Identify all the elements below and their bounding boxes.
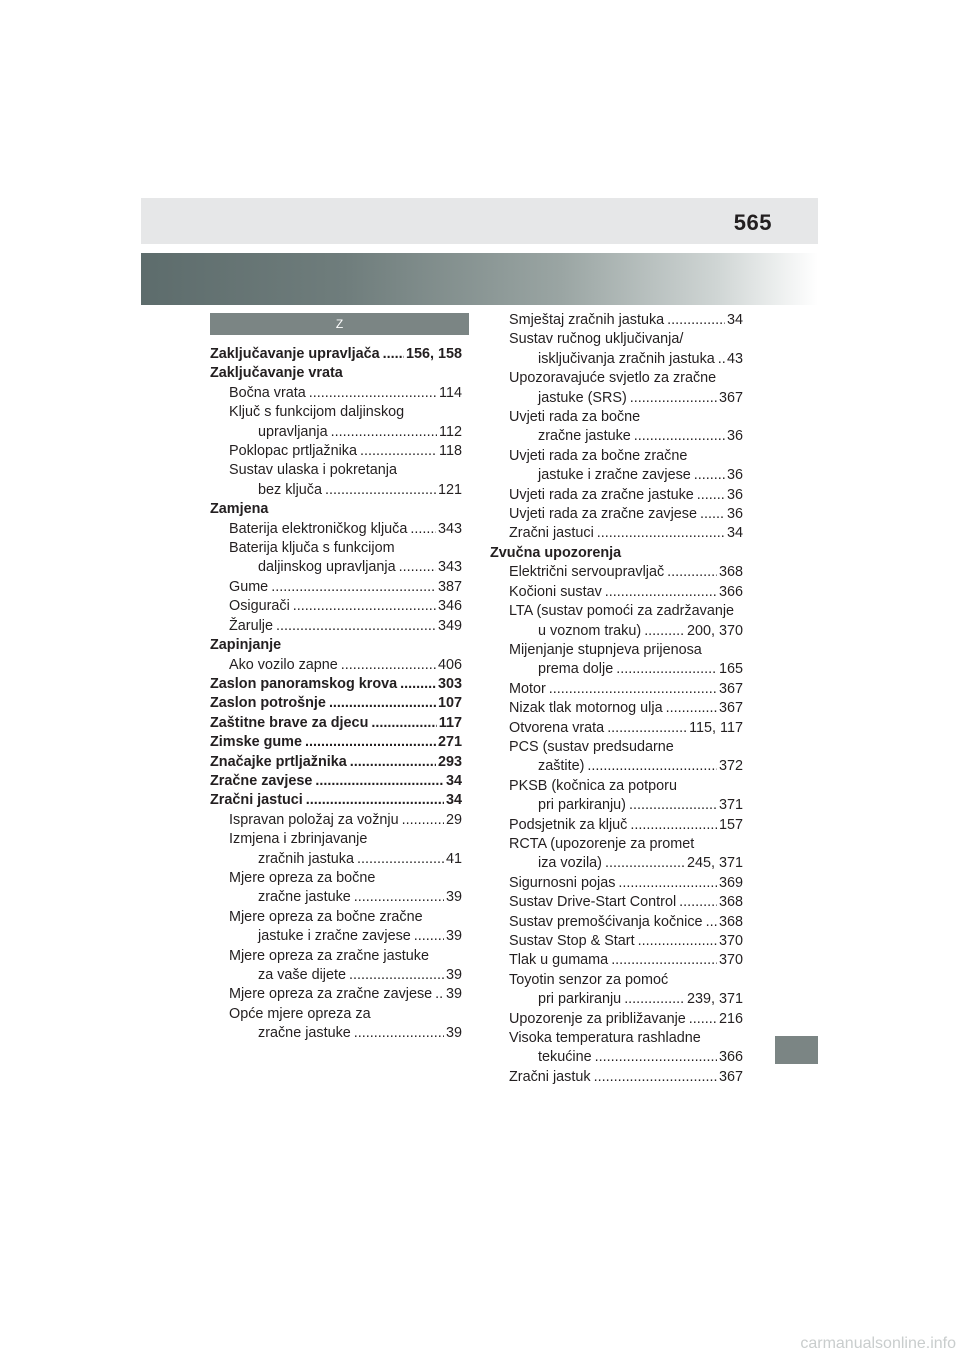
index-page-reference[interactable]: 36 xyxy=(726,428,743,445)
index-entry-term: zračne jastuke xyxy=(258,889,351,906)
index-entry[interactable] xyxy=(490,486,743,505)
index-entry[interactable] xyxy=(490,680,743,699)
dot-leader xyxy=(597,524,725,543)
index-entry-term: Ako vozilo zapne xyxy=(229,656,338,673)
index-entry-term: Sustav Stop & Start xyxy=(509,933,635,949)
dot-leader xyxy=(350,753,436,772)
index-page-reference[interactable]: 36 xyxy=(726,486,743,503)
index-page-reference[interactable]: 372 xyxy=(718,758,743,775)
dot-leader xyxy=(624,990,685,1009)
index-page-reference[interactable]: 369 xyxy=(718,874,743,891)
index-entry-term: Ispravan položaj za vožnju xyxy=(229,811,399,828)
dot-leader xyxy=(360,442,437,461)
index-page-reference[interactable]: 346 xyxy=(437,598,462,615)
index-page-reference[interactable]: 367 xyxy=(718,1068,743,1085)
index-page-reference[interactable]: 107 xyxy=(437,695,462,712)
dot-leader xyxy=(400,675,436,694)
index-entry[interactable] xyxy=(490,1010,743,1029)
index-page-reference[interactable]: 112 xyxy=(439,423,462,440)
dot-leader xyxy=(357,850,444,869)
dot-leader xyxy=(349,966,444,985)
index-column-right xyxy=(490,311,743,1087)
index-entry[interactable] xyxy=(210,714,462,733)
index-page-reference[interactable]: 293 xyxy=(437,753,462,770)
dot-leader xyxy=(309,384,437,403)
dot-leader xyxy=(605,854,685,873)
index-entry[interactable] xyxy=(210,384,462,403)
index-entry-term: Opće mjere opreza za xyxy=(229,1005,371,1022)
index-entry-term: Zračni jastuci xyxy=(210,792,303,809)
index-entry-term: zračne jastuke xyxy=(538,428,631,445)
index-entry[interactable] xyxy=(210,733,462,752)
index-entry-term: prema dolje xyxy=(538,661,614,678)
index-entry[interactable] xyxy=(210,520,462,539)
index-entry-term: Otvorena vrata xyxy=(509,719,605,736)
index-entry-term: PKSB (kočnica za potporu xyxy=(509,777,677,794)
index-entry-term: Uvjeti rada za bočne xyxy=(509,409,641,426)
index-entry[interactable] xyxy=(490,719,743,738)
index-page-reference[interactable]: 367 xyxy=(718,680,743,697)
index-page-reference[interactable]: 39 xyxy=(445,889,462,906)
index-entry-term: isključivanja zračnih jastuka xyxy=(538,350,715,367)
index-entry[interactable] xyxy=(490,932,743,951)
index-entry-term: jastuke i zračne zavjese xyxy=(258,928,411,945)
index-entry-term: zračne jastuke xyxy=(258,1025,351,1042)
index-entry-term: Zaključavanje upravljača xyxy=(210,346,380,362)
dot-leader xyxy=(271,578,436,597)
index-entry-term: Nizak tlak motornog ulja xyxy=(509,700,663,717)
index-entry-term: LTA (sustav pomoći za zadržavanje xyxy=(509,603,735,620)
chapter-header-band xyxy=(141,253,818,305)
index-entry[interactable] xyxy=(210,539,462,578)
dot-leader xyxy=(329,694,436,713)
index-page-reference[interactable]: 368 xyxy=(718,913,743,930)
index-page-reference[interactable]: 39 xyxy=(445,986,462,1003)
index-entry[interactable] xyxy=(490,777,743,816)
index-entry[interactable] xyxy=(490,951,743,970)
index-entry-term: Izmjena i zbrinjavanje xyxy=(229,831,368,848)
index-entry-term: u voznom traku) xyxy=(538,622,642,639)
chapter-thumb-tab[interactable] xyxy=(775,1036,818,1064)
index-entry-term: Mjere opreza za bočne zračne xyxy=(229,908,423,925)
index-entry[interactable] xyxy=(210,345,462,364)
dot-leader xyxy=(306,791,444,810)
dot-leader xyxy=(549,680,717,699)
index-entry[interactable] xyxy=(490,602,743,641)
index-entry-term: zračnih jastuka xyxy=(258,850,354,867)
dot-leader xyxy=(700,505,725,524)
dot-leader xyxy=(341,656,436,675)
section-letter: Z xyxy=(335,317,344,331)
dot-leader xyxy=(305,733,436,752)
dot-leader xyxy=(414,927,444,946)
index-entry-term: Sustav Drive-Start Control xyxy=(509,894,677,911)
dot-leader xyxy=(371,714,436,733)
index-entry-term: Zapinjanje xyxy=(210,637,282,654)
dot-leader xyxy=(697,486,725,505)
index-entry-term: Sigurnosni pojas xyxy=(509,874,616,891)
index-entry-term: Visoka temperatura rashladne xyxy=(509,1030,701,1047)
index-entry-term: Poklopac prtljažnika xyxy=(229,443,357,460)
index-page-reference[interactable]: 367 xyxy=(718,700,743,717)
index-page-reference[interactable]: 368 xyxy=(718,564,743,581)
dot-leader xyxy=(605,583,717,602)
index-page-reference[interactable]: 34 xyxy=(445,772,462,789)
index-entry-term: Značajke prtljažnika xyxy=(210,753,347,770)
index-entry-term: daljinskog upravljanja xyxy=(258,559,396,576)
section-letter-header xyxy=(210,313,469,335)
dot-leader xyxy=(410,520,436,539)
index-page-reference[interactable]: 34 xyxy=(726,312,743,328)
index-entry[interactable] xyxy=(210,500,462,519)
dot-leader xyxy=(667,311,725,330)
index-entry-term: Uvjeti rada za bočne zračne xyxy=(509,447,688,464)
index-entry-term: Bočna vrata xyxy=(229,384,306,401)
index-entry[interactable] xyxy=(490,563,743,582)
index-entry[interactable] xyxy=(210,811,462,830)
index-page-reference[interactable]: 366 xyxy=(718,1049,743,1066)
dot-leader xyxy=(638,932,717,951)
index-entry-term: Zaštitne brave za djecu xyxy=(210,714,369,731)
index-entry[interactable] xyxy=(490,816,743,835)
index-entry-term: Motor xyxy=(509,680,546,697)
index-entry[interactable] xyxy=(210,364,462,383)
index-entry[interactable] xyxy=(210,617,462,636)
index-entry[interactable] xyxy=(490,408,743,447)
dot-leader xyxy=(679,893,717,912)
index-entry-term: Toyotin senzor za pomoć xyxy=(509,971,669,988)
dot-leader xyxy=(293,597,436,616)
index-page-reference[interactable]: 368 xyxy=(718,894,743,911)
index-entry-term: jastuke i zračne zavjese xyxy=(538,467,691,484)
index-entry[interactable] xyxy=(490,1068,743,1087)
index-entry-term: Zaslon panoramskog krova xyxy=(210,675,398,692)
watermark: carmanualsonline.info xyxy=(800,1335,956,1352)
index-entry[interactable] xyxy=(210,791,462,810)
page-number: 565 xyxy=(733,210,772,235)
dot-leader xyxy=(315,772,444,791)
index-entry-term: Zvučna upozorenja xyxy=(490,544,622,561)
index-page-reference[interactable]: 34 xyxy=(445,792,462,809)
index-entry[interactable] xyxy=(490,583,743,602)
index-entry[interactable] xyxy=(210,985,462,1004)
dot-leader xyxy=(618,874,717,893)
index-entry-term: iza vozila) xyxy=(538,855,602,872)
page-number-band xyxy=(141,198,818,244)
dot-leader xyxy=(402,811,444,830)
index-entry[interactable] xyxy=(490,874,743,893)
index-page-reference[interactable]: 39 xyxy=(445,928,462,945)
index-entry-term: Podsjetnik za ključ xyxy=(509,816,628,833)
index-entry-term: Sustav ručnog uključivanja/ xyxy=(509,331,684,348)
index-entry-term: Sustav ulaska i pokretanja xyxy=(229,462,397,479)
index-page-reference[interactable]: 156, 158 xyxy=(405,346,462,362)
dot-leader xyxy=(607,719,687,738)
index-entry[interactable] xyxy=(490,699,743,718)
index-entry-term: Mjere opreza za zračne jastuke xyxy=(229,947,429,964)
index-page-reference[interactable]: 367 xyxy=(718,389,743,406)
index-entry-term: za vaše dijete xyxy=(258,967,346,983)
dot-leader xyxy=(694,466,725,485)
index-entry-term: Žarulje xyxy=(229,617,273,634)
index-page-reference[interactable]: 115, 117 xyxy=(689,719,743,736)
index-entry-term: Zaslon potrošnje xyxy=(210,695,326,712)
index-entry[interactable] xyxy=(210,694,462,713)
index-page-reference[interactable]: 36 xyxy=(726,506,743,523)
dot-leader xyxy=(666,699,717,718)
index-page-reference[interactable]: 245, 371 xyxy=(686,855,743,872)
index-entry-term: Mjere opreza za bočne xyxy=(229,869,376,886)
dot-leader xyxy=(667,563,717,582)
index-page-reference[interactable]: 117 xyxy=(438,714,462,731)
index-entry-term: Zračni jastuci xyxy=(509,525,594,542)
index-entry[interactable] xyxy=(490,1029,743,1068)
index-page-reference[interactable]: 29 xyxy=(445,811,462,828)
dot-leader xyxy=(689,1010,717,1029)
index-entry-term: Kočioni sustav xyxy=(509,583,602,600)
index-entry-term: Sustav premošćivanja kočnice xyxy=(509,913,703,930)
index-entry-term: Baterija ključa s funkcijom xyxy=(229,540,395,557)
index-entry-term: RCTA (upozorenje za promet xyxy=(509,835,695,852)
index-entry-term: Mjere opreza za zračne zavjese xyxy=(229,986,433,1003)
index-entry[interactable] xyxy=(210,597,462,616)
index-entry-term: pri parkiranju xyxy=(538,991,622,1008)
dot-leader xyxy=(616,660,717,679)
index-entry-term: Tlak u gumama xyxy=(509,952,609,969)
index-entry-term: zaštite) xyxy=(538,758,585,775)
index-entry[interactable] xyxy=(210,908,462,947)
index-entry[interactable] xyxy=(490,641,743,680)
dot-leader xyxy=(435,985,444,1004)
index-entry[interactable] xyxy=(490,369,743,408)
index-entry-term: Električni servoupravljač xyxy=(509,564,665,581)
index-entry-term: Mijenjanje stupnjeva prijenosa xyxy=(509,641,702,658)
index-entry[interactable] xyxy=(490,971,743,1010)
index-entry-term: Osigurači xyxy=(229,598,290,615)
index-page-reference[interactable]: 200, 370 xyxy=(686,622,743,639)
dot-leader xyxy=(354,888,444,907)
dot-leader xyxy=(331,423,437,442)
index-entry[interactable] xyxy=(490,505,743,524)
index-entry[interactable] xyxy=(490,311,743,330)
index-entry[interactable] xyxy=(490,913,743,932)
dot-leader xyxy=(629,796,717,815)
index-entry-term: bez ključa xyxy=(258,481,322,498)
index-page-reference[interactable]: 303 xyxy=(437,675,462,692)
index-entry[interactable] xyxy=(490,544,743,563)
index-page-reference[interactable]: 114 xyxy=(439,384,462,401)
index-entry[interactable] xyxy=(210,636,462,655)
dot-leader xyxy=(594,1068,717,1087)
index-entry-term: upravljanja xyxy=(258,423,328,440)
index-entry-term: PCS (sustav predsudarne xyxy=(509,738,674,755)
dot-leader xyxy=(276,617,436,636)
index-entry[interactable] xyxy=(490,330,743,369)
index-entry-term: Upozoravajuće svjetlo za zračne xyxy=(509,370,717,387)
dot-leader xyxy=(399,558,436,577)
index-page-reference[interactable]: 157 xyxy=(718,816,743,833)
index-page-reference[interactable]: 239, 371 xyxy=(686,991,743,1008)
dot-leader xyxy=(354,1024,444,1043)
dot-leader xyxy=(611,951,717,970)
index-entry[interactable] xyxy=(210,442,462,461)
index-entry-term: Uvjeti rada za zračne jastuke xyxy=(509,486,694,503)
index-page-reference[interactable]: 387 xyxy=(437,578,462,595)
index-entry[interactable] xyxy=(210,578,462,597)
index-entry-term: Gume xyxy=(229,578,269,595)
dot-leader xyxy=(630,816,717,835)
index-entry[interactable] xyxy=(490,893,743,912)
index-page-reference[interactable]: 216 xyxy=(718,1010,743,1027)
index-page-reference[interactable]: 121 xyxy=(437,481,462,498)
index-entry-term: Zimske gume xyxy=(210,734,302,751)
index-page-reference[interactable]: 36 xyxy=(726,467,743,484)
index-entry[interactable] xyxy=(210,461,462,500)
index-page-reference[interactable]: 371 xyxy=(718,797,743,814)
index-page-reference[interactable]: 43 xyxy=(726,350,743,367)
index-page-reference[interactable]: 118 xyxy=(439,443,462,460)
index-entry[interactable] xyxy=(490,835,743,874)
dot-leader xyxy=(587,757,717,776)
dot-leader xyxy=(595,1048,717,1067)
index-page-reference[interactable]: 366 xyxy=(718,583,743,600)
index-page-reference[interactable]: 39 xyxy=(445,967,462,983)
dot-leader xyxy=(383,345,404,364)
index-page-reference[interactable]: 34 xyxy=(726,525,743,542)
index-entry-term: pri parkiranju) xyxy=(538,797,626,814)
dot-leader xyxy=(630,389,717,408)
index-page-reference[interactable]: 165 xyxy=(718,661,743,678)
index-page-reference[interactable]: 41 xyxy=(445,850,462,867)
index-page-reference[interactable]: 370 xyxy=(718,952,743,969)
index-entry-term: Upozorenje za približavanje xyxy=(509,1010,686,1027)
index-entry[interactable] xyxy=(210,1005,462,1044)
index-entry-term: Baterija elektroničkog ključa xyxy=(229,520,408,537)
index-page-reference[interactable]: 406 xyxy=(437,656,462,673)
index-page-reference[interactable]: 39 xyxy=(445,1025,462,1042)
index-entry-term: Zračne zavjese xyxy=(210,772,313,789)
index-entry[interactable] xyxy=(210,675,462,694)
index-entry[interactable] xyxy=(490,447,743,486)
index-entry[interactable] xyxy=(210,656,462,675)
index-entry[interactable] xyxy=(210,869,462,908)
index-page-reference[interactable]: 343 xyxy=(437,559,462,576)
index-page-reference[interactable]: 271 xyxy=(437,734,462,751)
index-entry-term: Zaključavanje vrata xyxy=(210,365,343,382)
index-entry[interactable] xyxy=(210,403,462,442)
index-column-left xyxy=(210,345,462,1044)
index-entry-term: Uvjeti rada za zračne zavjese xyxy=(509,506,697,523)
index-entry-term: Ključ s funkcijom daljinskog xyxy=(229,404,405,421)
index-page-reference[interactable]: 343 xyxy=(437,520,462,537)
index-entry[interactable] xyxy=(210,830,462,869)
index-entry-term: tekućine xyxy=(538,1049,592,1066)
index-page-reference[interactable]: 370 xyxy=(718,933,743,949)
index-entry[interactable] xyxy=(210,772,462,791)
index-entry-term: Smještaj zračnih jastuka xyxy=(509,312,665,328)
dot-leader xyxy=(325,481,436,500)
index-entry[interactable] xyxy=(210,753,462,772)
index-entry[interactable] xyxy=(490,524,743,543)
index-page-reference[interactable]: 349 xyxy=(437,617,462,634)
dot-leader xyxy=(718,350,725,369)
index-entry[interactable] xyxy=(210,947,462,986)
index-entry-term: jastuke (SRS) xyxy=(538,389,627,406)
dot-leader xyxy=(706,913,717,932)
index-entry-term: Zamjena xyxy=(210,501,269,518)
index-entry-term: Zračni jastuk xyxy=(509,1068,591,1085)
dot-leader xyxy=(644,622,685,641)
index-entry[interactable] xyxy=(490,738,743,777)
dot-leader xyxy=(634,427,725,446)
